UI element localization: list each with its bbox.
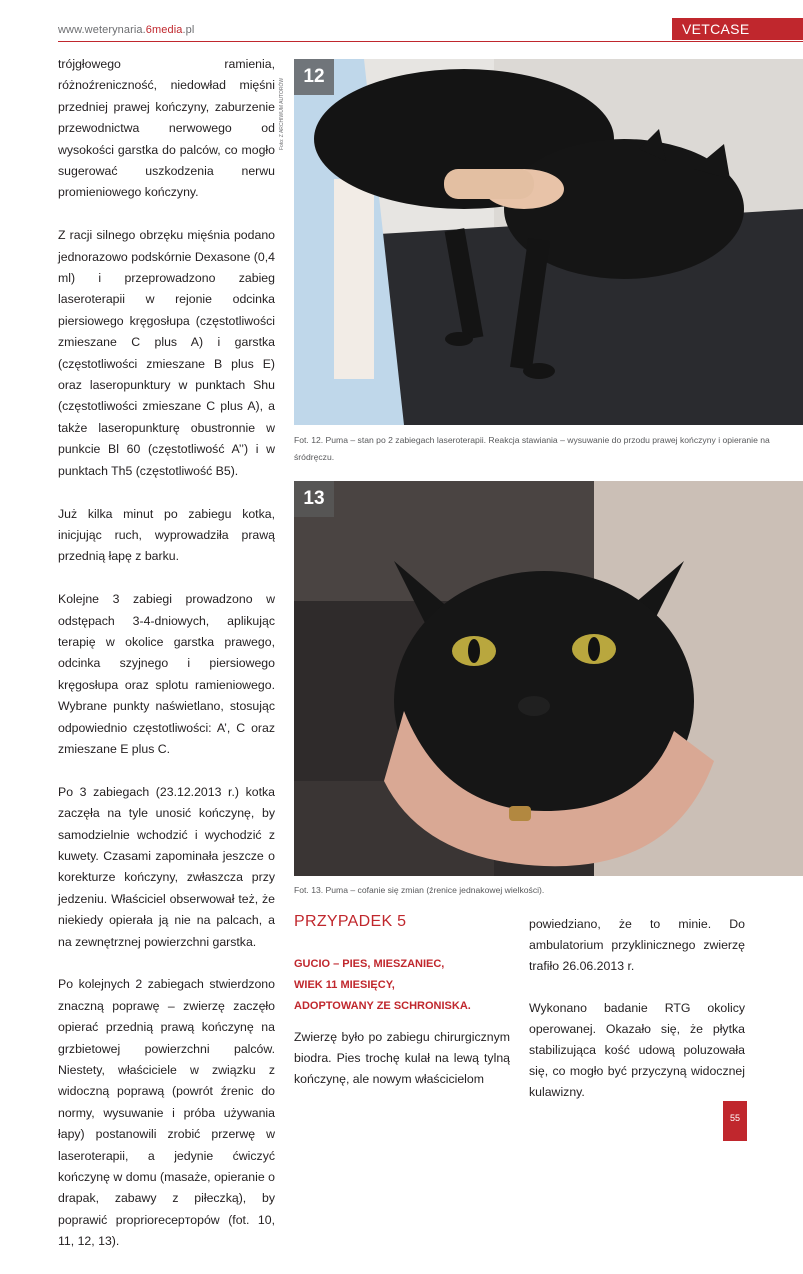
- figure-13-caption: Fot. 13. Puma – cofanie się zmian (źrenice jednakowej wielkości).: [294, 885, 545, 895]
- site-url-prefix: www.weterynaria.: [58, 24, 146, 36]
- paragraph: Po kolejnych 2 zabiegach stwierdzono znaczną poprawę – zwierzę zaczęło opierać przednią prawą kończynę na grzbietowej powierzchni palców. Niestety, właściciele w związku z widoczną poprawą (powrót źrenic do normy, wysuwanie i próba używania łapy) postanowili zrobić przerwę w laseroterapii, a jedynie ćwiczyć kończynę w domu (masaże, opieranie o drapak, zabawy z piłeczką), by poprawić propriorecepторów (fot. 10, 11, 12, 13).: [58, 977, 275, 1249]
- case-subheading: [294, 954, 514, 1017]
- header-divider: [58, 41, 803, 42]
- subheading-line: ADOPTOWANY ZE SCHRONISKA.: [294, 1000, 471, 1012]
- cat-face-image: [294, 481, 803, 876]
- paragraph: Wykonano badanie RTG okolicy operowanej. Okazało się, że płytka stabilizująca kość udową poluzowała się, co mogło być przyczyną widocznej kulawizny.: [529, 1001, 745, 1099]
- middle-text-column: Zwierzę było po zabiegu chirurgicznym biodra. Pies trochę kulał na lewą tylną kończynę, ale nowym właścicielom: [294, 1030, 510, 1086]
- cat-standing-image: [294, 59, 803, 425]
- figure-number-badge: 13: [294, 481, 334, 517]
- paragraph: Po 3 zabiegach (23.12.2013 r.) kotka zaczęła na tyle unosić kończynę, by samodzielnie wchodzić i wychodzić z kuwety. Czasami zapominała jeszcze o korekturze kończyny, zwłaszcza przy jedzeniu. Właściciel obserwował też, że niekiedy opierała ją nie na palcach, a na zewnętrznej powierzchni garstka.: [58, 784, 275, 949]
- paragraph: powiedziano, że to minie. Do ambulatorium przyklinicznego zwierzę trafiło 26.06.2013 r.: [529, 917, 745, 973]
- figure-12-caption: Fot. 12. Puma – stan po 2 zabiegach laseroterapii. Reakcja stawiania – wysuwanie do przodu prawej kończyny i opieranie na śródręczu.: [294, 435, 770, 462]
- paragraph: Już kilka minut po zabiegu kotka, inicjując ruch, wyprowadziła prawą przednią łapę z barku.: [58, 506, 275, 564]
- paragraph: Z racji silnego obrzęku mięśnia podano jednorazowo podskórnie Dexasone (0,4 ml) i przeprowadzono zabieg laseroterapii w rejonie odcinka piersiowego kręgosłupa (częstotliwości zmieszane C plus A) i garstka (częstotliwości zmieszane B plus E) oraz laseropunktury w punktach Shu (częstotliwości zmieszane C plus A), a także laseropunkturę obustronnie w punkcie Bl 60 (częstotliwość A’’) i w punktach Th5 (częstotliwość B5).: [58, 228, 275, 478]
- page-number: 55: [723, 1101, 747, 1141]
- section-badge: VETCASE: [672, 18, 803, 40]
- figure-12-photo: [294, 59, 803, 425]
- right-text-column: [529, 914, 745, 1124]
- photo-credit: Foto: Z ARCHIWUM AUTORÓW: [279, 77, 285, 150]
- site-url[interactable]: [58, 24, 194, 36]
- figure-13-photo: [294, 481, 803, 876]
- paragraph: Kolejne 3 zabiegi prowadzono w odstępach 3-4-dniowych, aplikując terapię w okolice garstka prawego, odcinka szyjnego i piersiowego kręgosłupa oraz splotu ramieniowego. Wybrane punkty naświetlano, stosując odpowiednio częstotliwości: A’, C oraz zmieszane E plus C.: [58, 592, 275, 756]
- left-text-column: [58, 54, 275, 1274]
- figure-number-badge: 12: [294, 59, 334, 95]
- case-heading: PRZYPADEK 5: [294, 913, 407, 930]
- paragraph: trójgłowego ramienia, różnoźreniczność, niedowład mięśni przedniej prawej kończyny, zaburzenie przewodnictwa nerwowego od wysokości garstka do palców, co mogło sugerować uszkodzenia nerwu promieniowego kończyny.: [58, 57, 275, 200]
- site-url-suffix: .pl: [182, 24, 195, 36]
- site-url-accent: 6media: [145, 24, 183, 36]
- subheading-line: WIEK 11 MIESIĘCY,: [294, 979, 395, 991]
- subheading-line: GUCIO – PIES, MIESZANIEC,: [294, 958, 445, 970]
